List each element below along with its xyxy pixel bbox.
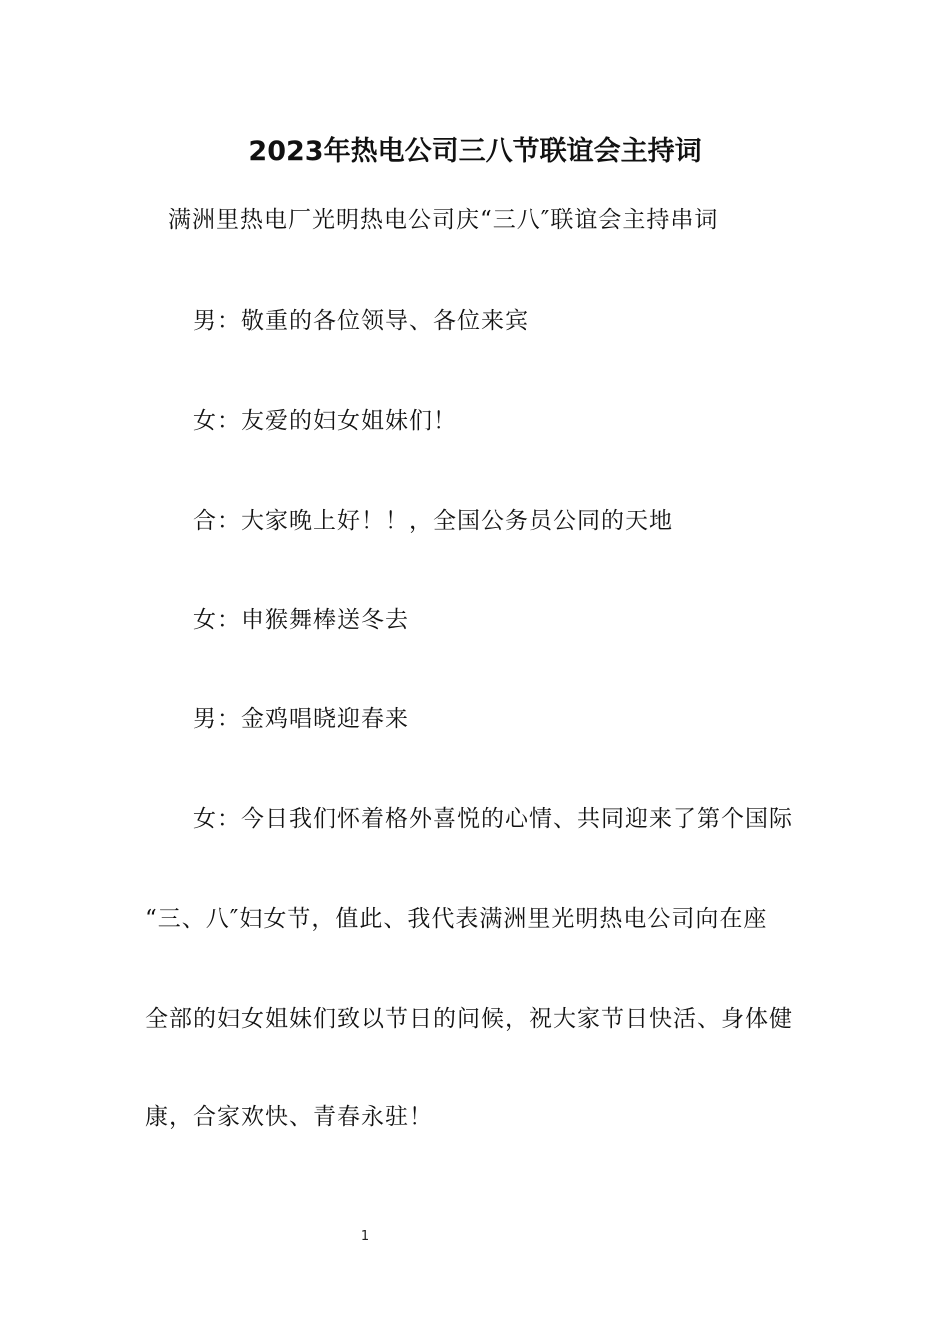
document-title: 2023年热电公司三八节联谊会主持词 xyxy=(248,136,702,167)
paragraph-line: 康，合家欢快、青春永驻！ xyxy=(145,1104,433,1130)
paragraph-line: 全部的妇女姐妹们致以节日的问候，祝大家节日快活、身体健 xyxy=(145,1006,793,1032)
paragraph-line: 女：今日我们怀着格外喜悦的心情、共同迎来了第个国际 xyxy=(193,806,793,832)
dialogue-line: 女：友爱的妇女姐妹们！ xyxy=(193,408,457,434)
dialogue-line: 男：金鸡唱晓迎春来 xyxy=(193,706,409,732)
document-subtitle: 满洲里热电厂光明热电公司庆“三八″联谊会主持串词 xyxy=(168,207,719,233)
dialogue-line: 男：敬重的各位领导、各位来宾 xyxy=(193,308,529,334)
dialogue-line: 合：大家晚上好！！，全国公务员公同的天地 xyxy=(193,508,673,534)
dialogue-line: 女：申猴舞棒送冬去 xyxy=(193,607,409,633)
paragraph-line: “三、八″妇女节，值此、我代表满洲里光明热电公司向在座 xyxy=(145,906,768,932)
page-number: 1 xyxy=(360,1229,370,1244)
